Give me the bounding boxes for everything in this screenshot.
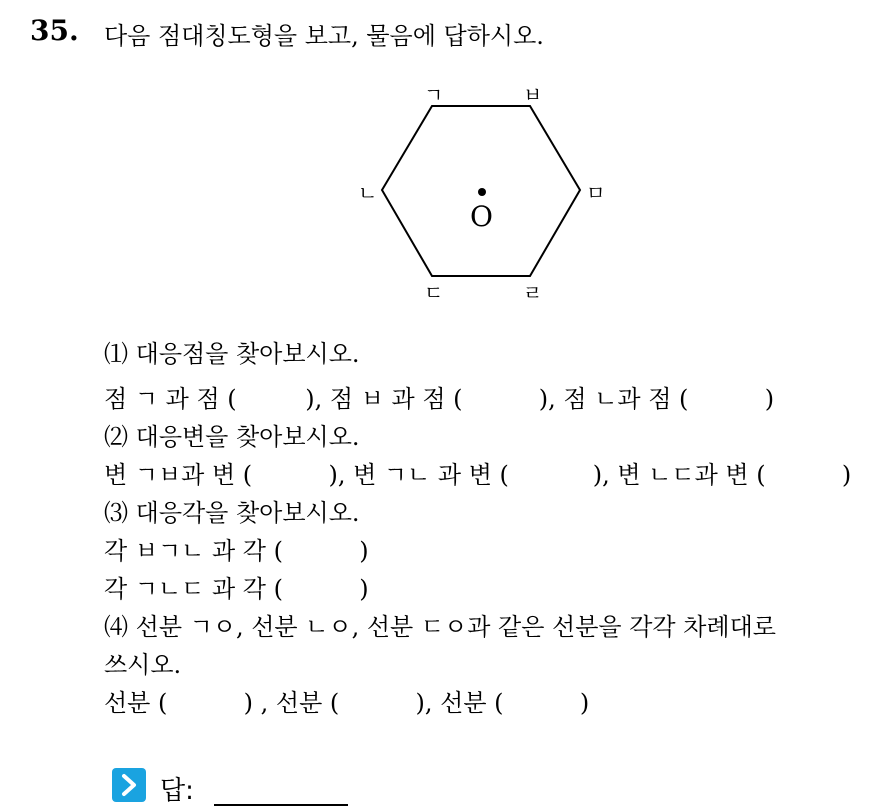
answer-input-line[interactable]: [214, 804, 348, 806]
question-number: 35.: [30, 14, 79, 47]
vertex-label-digeut: ㄷ: [424, 281, 444, 305]
vertex-label-giyeok: ㄱ: [424, 83, 444, 107]
vertex-label-bieup: ㅂ: [523, 83, 543, 107]
vertex-label-nieun: ㄴ: [358, 181, 378, 205]
vertex-label-rieul: ㄹ: [523, 281, 543, 305]
sub-question-1: ⑴ 대응점을 찾아보시오.: [104, 340, 360, 368]
sub-question-2-answers: 변 ㄱㅂ과 변 ( ), 변 ㄱㄴ 과 변 ( ), 변 ㄴㄷ과 변 ( ): [104, 461, 852, 489]
sub-question-3-answer-a: 각 ㅂㄱㄴ 과 각 ( ): [104, 537, 369, 565]
sub-question-1-answers: 점 ㄱ 과 점 ( ), 점 ㅂ 과 점 ( ), 점 ㄴ과 점 ( ): [104, 385, 775, 413]
answer-label: 답:: [160, 776, 194, 806]
sub-question-3: ⑶ 대응각을 찾아보시오.: [104, 499, 360, 527]
sub-question-2: ⑵ 대응변을 찾아보시오.: [104, 423, 360, 451]
center-point: [478, 188, 486, 196]
vertex-label-mieum: ㅁ: [586, 181, 606, 205]
sub-question-4: ⑷ 선분 ㄱㅇ, 선분 ㄴㅇ, 선분 ㄷㅇ과 같은 선분을 각각 차례대로: [104, 613, 776, 641]
center-label: O: [470, 200, 493, 233]
question-text: 다음 점대칭도형을 보고, 물음에 답하시오.: [104, 22, 544, 50]
hexagon-figure: [350, 80, 630, 320]
sub-question-4-cont: 쓰시오.: [104, 651, 182, 679]
sub-question-3-answer-b: 각 ㄱㄴㄷ 과 각 ( ): [104, 575, 369, 603]
chevron-right-icon: [112, 768, 146, 802]
sub-question-4-answers: 선분 ( ) , 선분 ( ), 선분 ( ): [104, 689, 590, 717]
